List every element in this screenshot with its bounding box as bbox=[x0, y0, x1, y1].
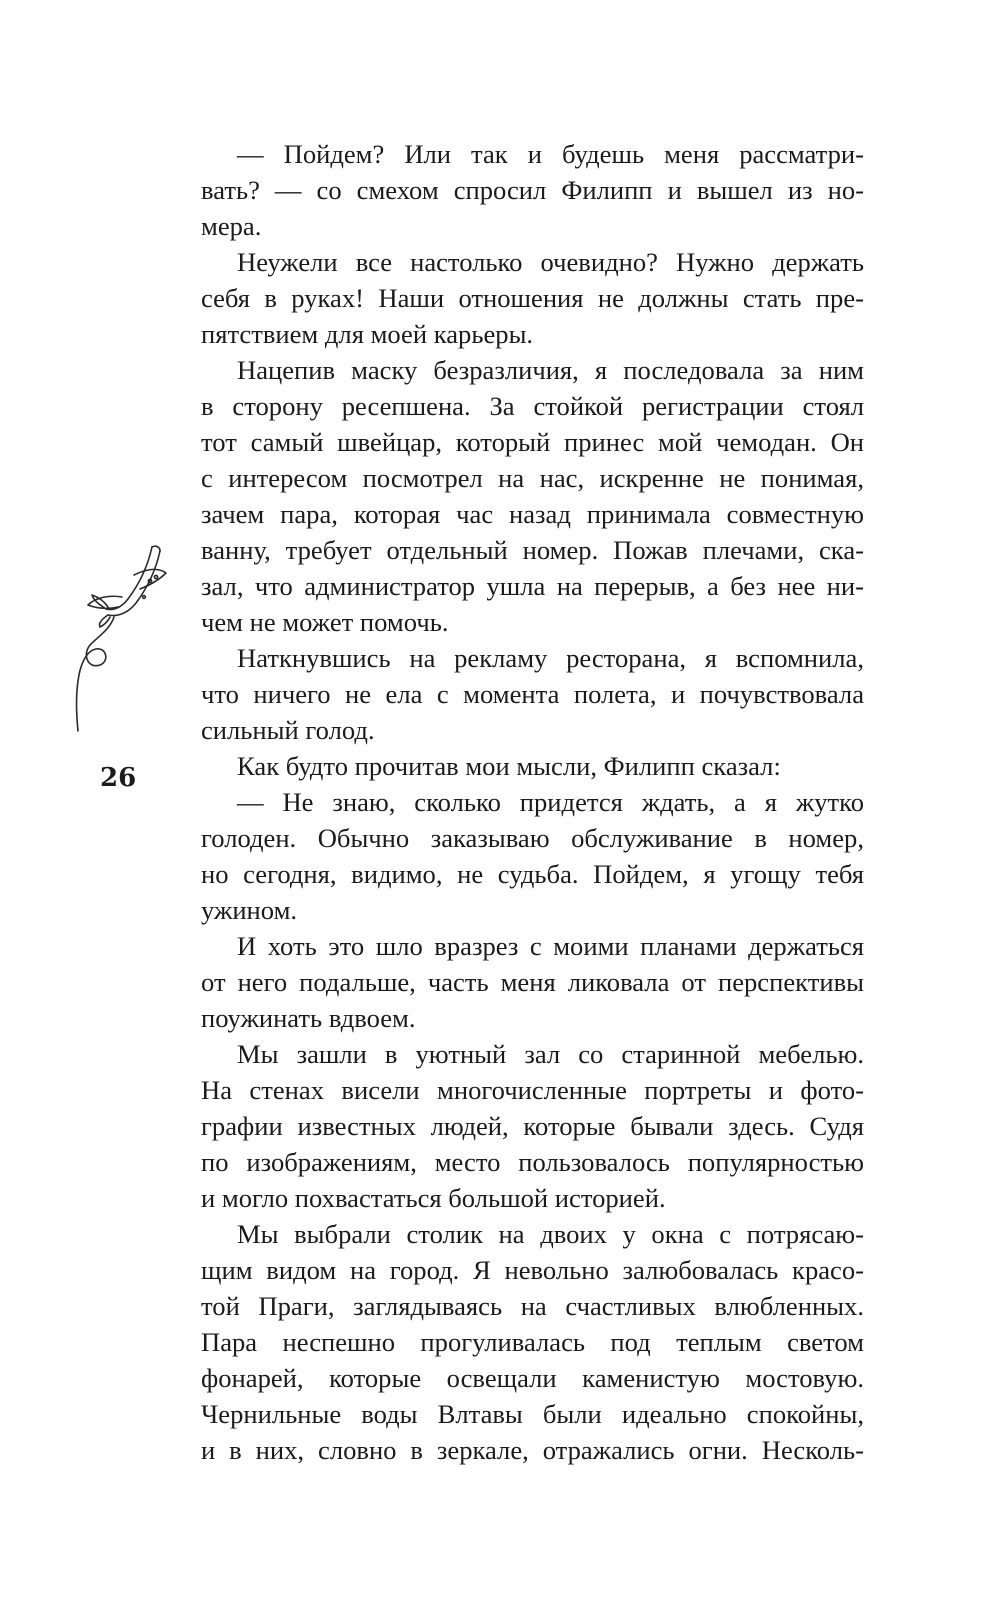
text-line: сильный голод. bbox=[201, 715, 375, 745]
text-line: Неужели все настолько очевидно? Нужно держать bbox=[237, 247, 864, 277]
text-line: вать? — со смехом спросил Филипп и вышел из но- bbox=[201, 175, 864, 205]
text-line: щим видом на город. Я невольно залюбовалась красо- bbox=[201, 1255, 864, 1285]
text-line: Пара неспешно прогуливалась под теплым светом bbox=[201, 1327, 864, 1357]
text-line: Мы зашли в уютный зал со старинной мебелью. bbox=[237, 1039, 864, 1069]
text-line: пятствием для моей карьеры. bbox=[201, 319, 534, 349]
text-line: тот самый швейцар, который принес мой чемодан. Он bbox=[201, 427, 864, 457]
text-line: мера. bbox=[201, 211, 262, 241]
text-line: Наткнувшись на рекламу ресторана, я вспомнила, bbox=[237, 643, 864, 673]
text-line: фонарей, которые освещали каменистую мостовую. bbox=[201, 1363, 864, 1393]
text-line: — Не знаю, сколько придется ждать, а я жутко bbox=[237, 787, 864, 817]
text-line: по изображениям, место пользовалось популярностью bbox=[201, 1147, 864, 1177]
text-line: и в них, словно в зеркале, отражались огни. Несколь- bbox=[201, 1435, 864, 1465]
airplane-flight-path-icon bbox=[70, 535, 180, 735]
page-number: 26 bbox=[100, 763, 137, 793]
text-line: себя в руках! Наши отношения не должны стать пре- bbox=[201, 283, 864, 313]
text-line: зал, что администратор ушла на перерыв, а без нее ни- bbox=[201, 571, 864, 601]
text-line: и могло похвастаться большой историей. bbox=[201, 1183, 666, 1213]
text-line: той Праги, заглядываясь на счастливых влюбленных. bbox=[201, 1291, 864, 1321]
text-line: но сегодня, видимо, не судьба. Пойдем, я угощу тебя bbox=[201, 859, 864, 889]
text-line: чем не может помочь. bbox=[201, 607, 449, 637]
text-line: в сторону ресепшена. За стойкой регистрации стоял bbox=[201, 391, 864, 421]
text-line: голоден. Обычно заказываю обслуживание в номер, bbox=[201, 823, 864, 853]
body-text bbox=[201, 136, 864, 1468]
text-line: Нацепив маску безразличия, я последовала за ним bbox=[237, 355, 864, 385]
text-line: И хоть это шло вразрез с моими планами держаться bbox=[237, 931, 864, 961]
text-line: графии известных людей, которые бывали здесь. Судя bbox=[201, 1111, 864, 1141]
text-line: ужином. bbox=[201, 895, 298, 925]
text-line: Мы выбрали столик на двоих у окна с потрясаю- bbox=[237, 1219, 864, 1249]
text-line: На стенах висели многочисленные портреты и фото- bbox=[201, 1075, 864, 1105]
text-line: от него подальше, часть меня ликовала от перспективы bbox=[201, 967, 864, 997]
text-line: поужинать вдвоем. bbox=[201, 1003, 416, 1033]
text-line: с интересом посмотрел на нас, искренне не понимая, bbox=[201, 463, 864, 493]
text-line: что ничего не ела с момента полета, и почувствовала bbox=[201, 679, 864, 709]
text-line: Как будто прочитав мои мысли, Филипп сказал: bbox=[237, 751, 781, 781]
text-line: Чернильные воды Влтавы были идеально спокойны, bbox=[201, 1399, 864, 1429]
text-line: ванну, требует отдельный номер. Пожав плечами, ска- bbox=[201, 535, 864, 565]
text-line: — Пойдем? Или так и будешь меня рассматри- bbox=[237, 139, 864, 169]
text-line: зачем пара, которая час назад принимала совместную bbox=[201, 499, 864, 529]
